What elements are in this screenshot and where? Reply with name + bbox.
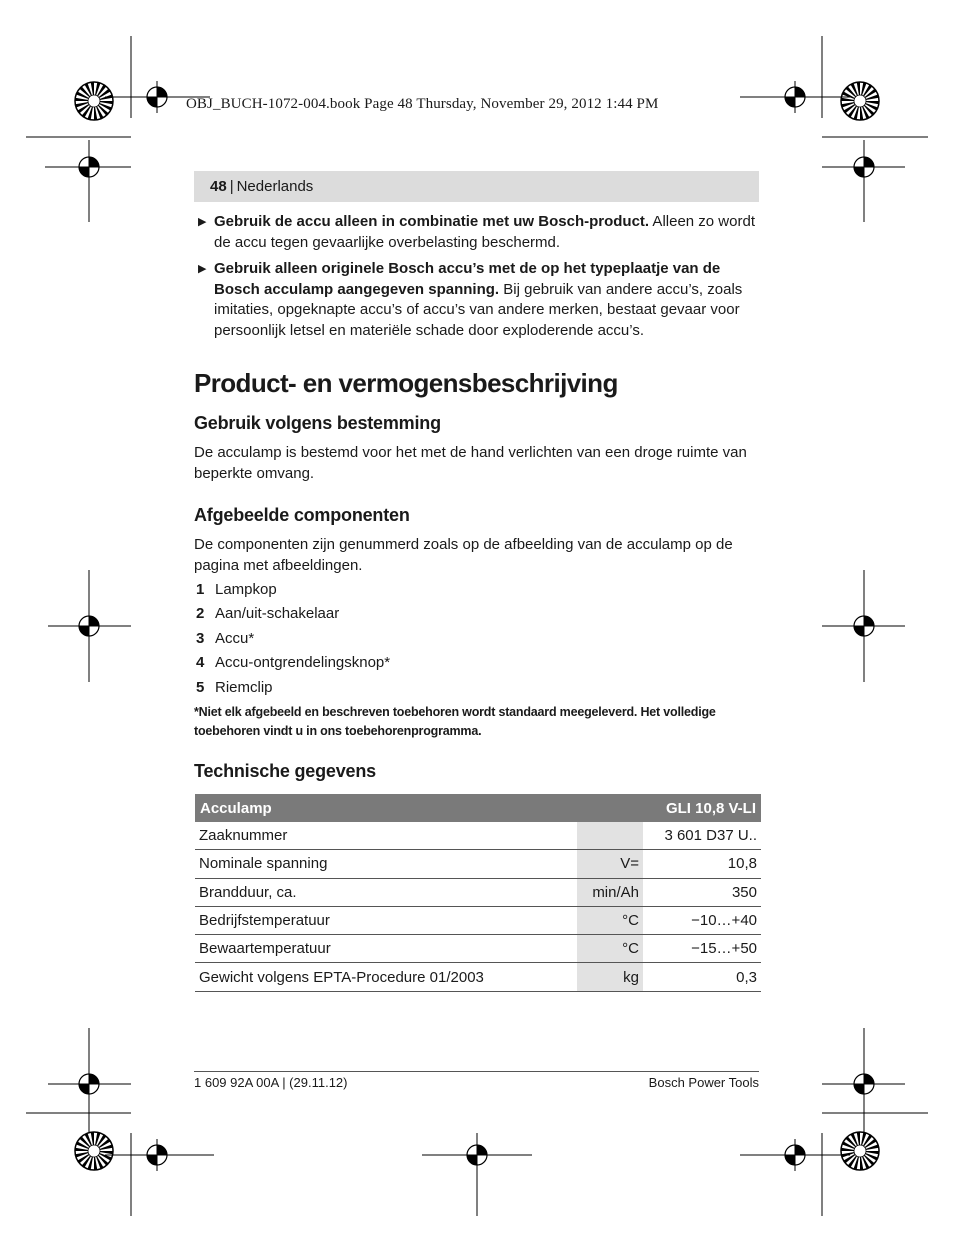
list-item (194, 604, 694, 628)
footer-doc-number: 1 609 92A 00A | (29.11.12) (194, 1075, 348, 1090)
row-unit: °C (577, 935, 643, 963)
components-list (194, 580, 694, 702)
row-unit: min/Ah (577, 878, 643, 906)
tech-data-table (195, 794, 761, 992)
row-unit (577, 822, 643, 850)
intended-use-heading: Gebruik volgens bestemming (194, 413, 441, 433)
row-value: 10,8 (643, 850, 761, 878)
row-label: Brandduur, ca. (195, 878, 577, 906)
page-language: Nederlands (236, 178, 314, 195)
table-row (195, 963, 761, 991)
row-value: 3 601 D37 U.. (643, 822, 761, 850)
component-number: 5 (196, 678, 205, 696)
page-band-separator: | (229, 178, 234, 195)
component-number: 2 (196, 605, 205, 623)
triangle-bullet-icon: ▶ (198, 216, 207, 228)
components-intro: De componenten zijn genummerd zoals op de afbeelding van de acculamp op de pagina met afbeeldingen. (194, 536, 733, 574)
table-header-product: Acculamp (195, 794, 643, 822)
component-number: 1 (196, 581, 205, 598)
starburst-registration-icon (841, 82, 879, 120)
accessories-footnote: *Niet elk afgebeeld en beschreven toebehoren wordt standaard meegeleverd. Het volledige toebehoren vindt u in ons toebehorenprogramma. (194, 705, 716, 738)
row-label: Nominale spanning (195, 850, 577, 878)
triangle-bullet-icon: ▶ (198, 263, 207, 275)
bullet-text: Bij gebruik van andere accu’s, zoals imitaties, opgeknapte accu’s of accu’s van andere merken, bestaat gevaar voor persoonlijk letsel en materiële schade door exploderende accu’s. (214, 280, 743, 339)
component-label: Accu* (215, 629, 255, 647)
component-label: Riemclip (215, 678, 273, 696)
tech-data-heading: Technische gegevens (194, 761, 376, 781)
page-band (194, 171, 759, 202)
bullet-bold-text: Gebruik alleen originele Bosch accu’s met de op het typeplaatje van de Bosch acculamp aangegeven spanning. (214, 260, 721, 298)
print-header: OBJ_BUCH-1072-004.book Page 48 Thursday, November 29, 2012 1:44 PM (186, 96, 659, 112)
row-label: Zaaknummer (195, 822, 577, 850)
table-row (195, 822, 761, 850)
bullet-item (198, 259, 760, 341)
table-row (195, 935, 761, 963)
starburst-registration-icon (75, 82, 113, 120)
row-label: Bewaartemperatuur (195, 935, 577, 963)
component-number: 4 (196, 654, 205, 672)
table-row (195, 878, 761, 906)
component-number: 3 (196, 629, 205, 647)
table-row (195, 906, 761, 934)
footer-brand: Bosch Power Tools (648, 1075, 759, 1090)
row-value: −15…+50 (643, 935, 761, 963)
row-value: −10…+40 (643, 906, 761, 934)
row-unit: °C (577, 906, 643, 934)
table-header-model: GLI 10,8 V-LI (643, 794, 761, 822)
row-label: Gewicht volgens EPTA-Procedure 01/2003 (195, 963, 577, 991)
components-heading: Afgebeelde componenten (194, 505, 410, 525)
page-number: 48 (210, 178, 227, 195)
row-label: Bedrijfstemperatuur (195, 906, 577, 934)
footer-rule (194, 1071, 759, 1072)
list-item (194, 653, 694, 677)
table-row (195, 850, 761, 878)
intended-use-text: De acculamp is bestemd voor het met de hand verlichten van een droge ruimte van beperkte omvang. (194, 444, 747, 482)
starburst-registration-icon (75, 1132, 113, 1170)
component-label: Lampkop (215, 581, 277, 598)
list-item (194, 629, 694, 653)
row-value: 0,3 (643, 963, 761, 991)
table-header-row (195, 794, 761, 822)
bullet-text: Alleen zo wordt de accu tegen gevaarlijke overbelasting beschermd. (214, 213, 755, 251)
bullet-bold-text: Gebruik de accu alleen in combinatie met uw Bosch-product. (214, 213, 650, 230)
row-unit: kg (577, 963, 643, 991)
list-item (194, 580, 694, 604)
starburst-registration-icon (841, 1132, 879, 1170)
row-unit: V= (577, 850, 643, 878)
component-label: Accu-ontgrendelingsknop* (215, 654, 391, 672)
section-title: Product- en vermogensbeschrijving (194, 368, 618, 398)
row-value: 350 (643, 878, 761, 906)
list-item (194, 678, 694, 702)
component-label: Aan/uit-schakelaar (215, 605, 340, 623)
bullet-item (198, 212, 760, 253)
